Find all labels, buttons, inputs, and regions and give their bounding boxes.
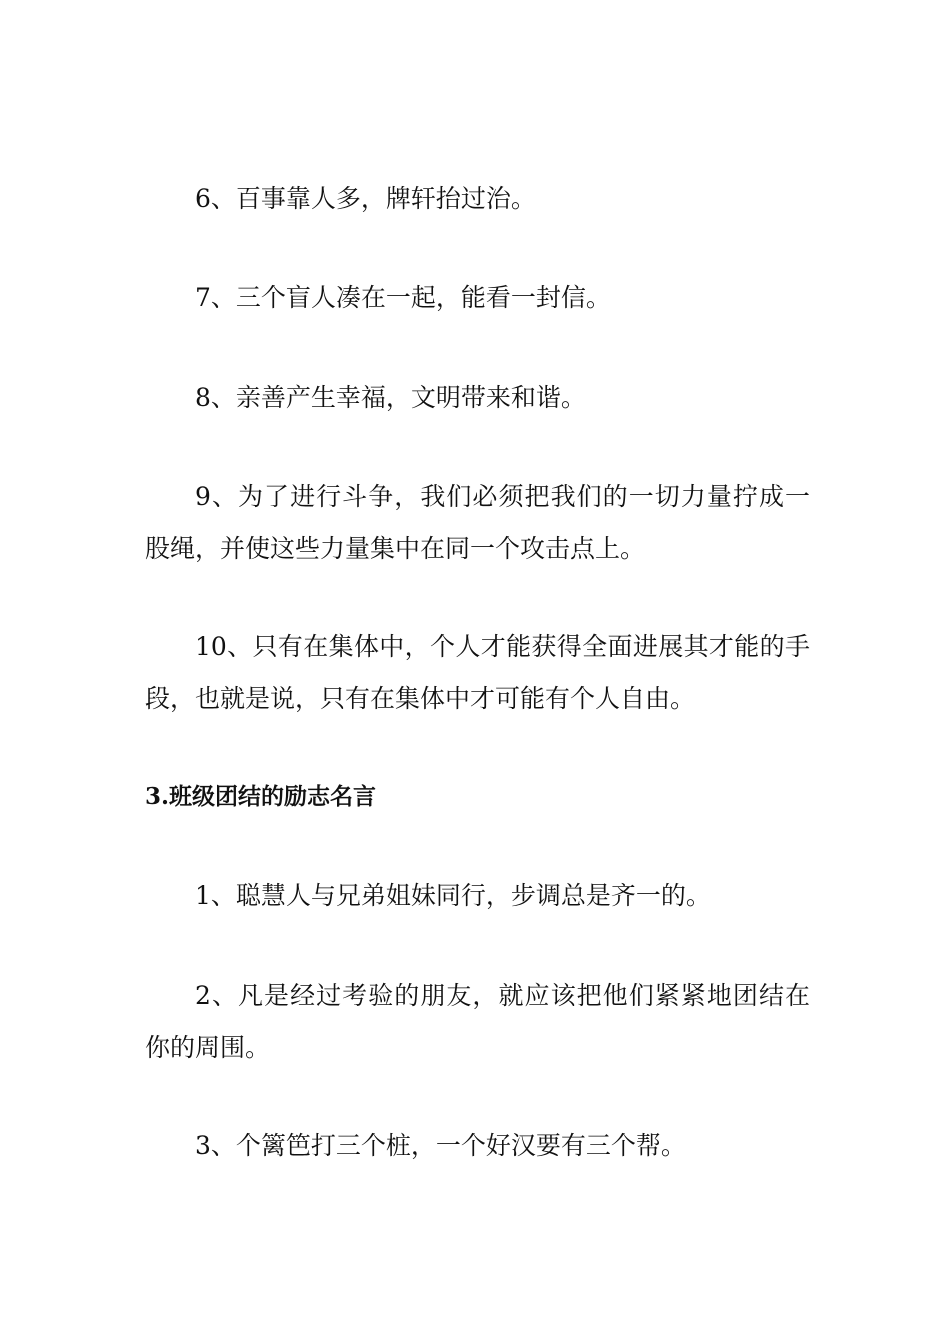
section-quote-3: 3、个篱笆打三个桩，一个好汉要有三个帮。: [195, 1131, 686, 1160]
section-quote-1: 1、聪慧人与兄弟姐妹同行，步调总是齐一的。: [195, 881, 711, 910]
quote-paragraph-7: 7、三个盲人凑在一起，能看一封信。: [195, 283, 611, 312]
section-quote-2: 2、凡是经过考验的朋友，就应该把他们紧紧地团结在你的周围。: [145, 981, 810, 1062]
section-heading: 3.班级团结的励志名言: [145, 783, 377, 810]
quote-paragraph-6: 6、百事靠人多，牌轩抬过治。: [195, 184, 536, 213]
quote-paragraph-9: 9、为了进行斗争，我们必须把我们的一切力量拧成一股绳，并使这些力量集中在同一个攻击点上。: [145, 482, 810, 563]
quote-paragraph-10: 10、只有在集体中，个人才能获得全面进展其才能的手段，也就是说，只有在集体中才可能有个人自由。: [145, 632, 810, 713]
quote-paragraph-8: 8、亲善产生幸福，文明带来和谐。: [195, 383, 586, 412]
